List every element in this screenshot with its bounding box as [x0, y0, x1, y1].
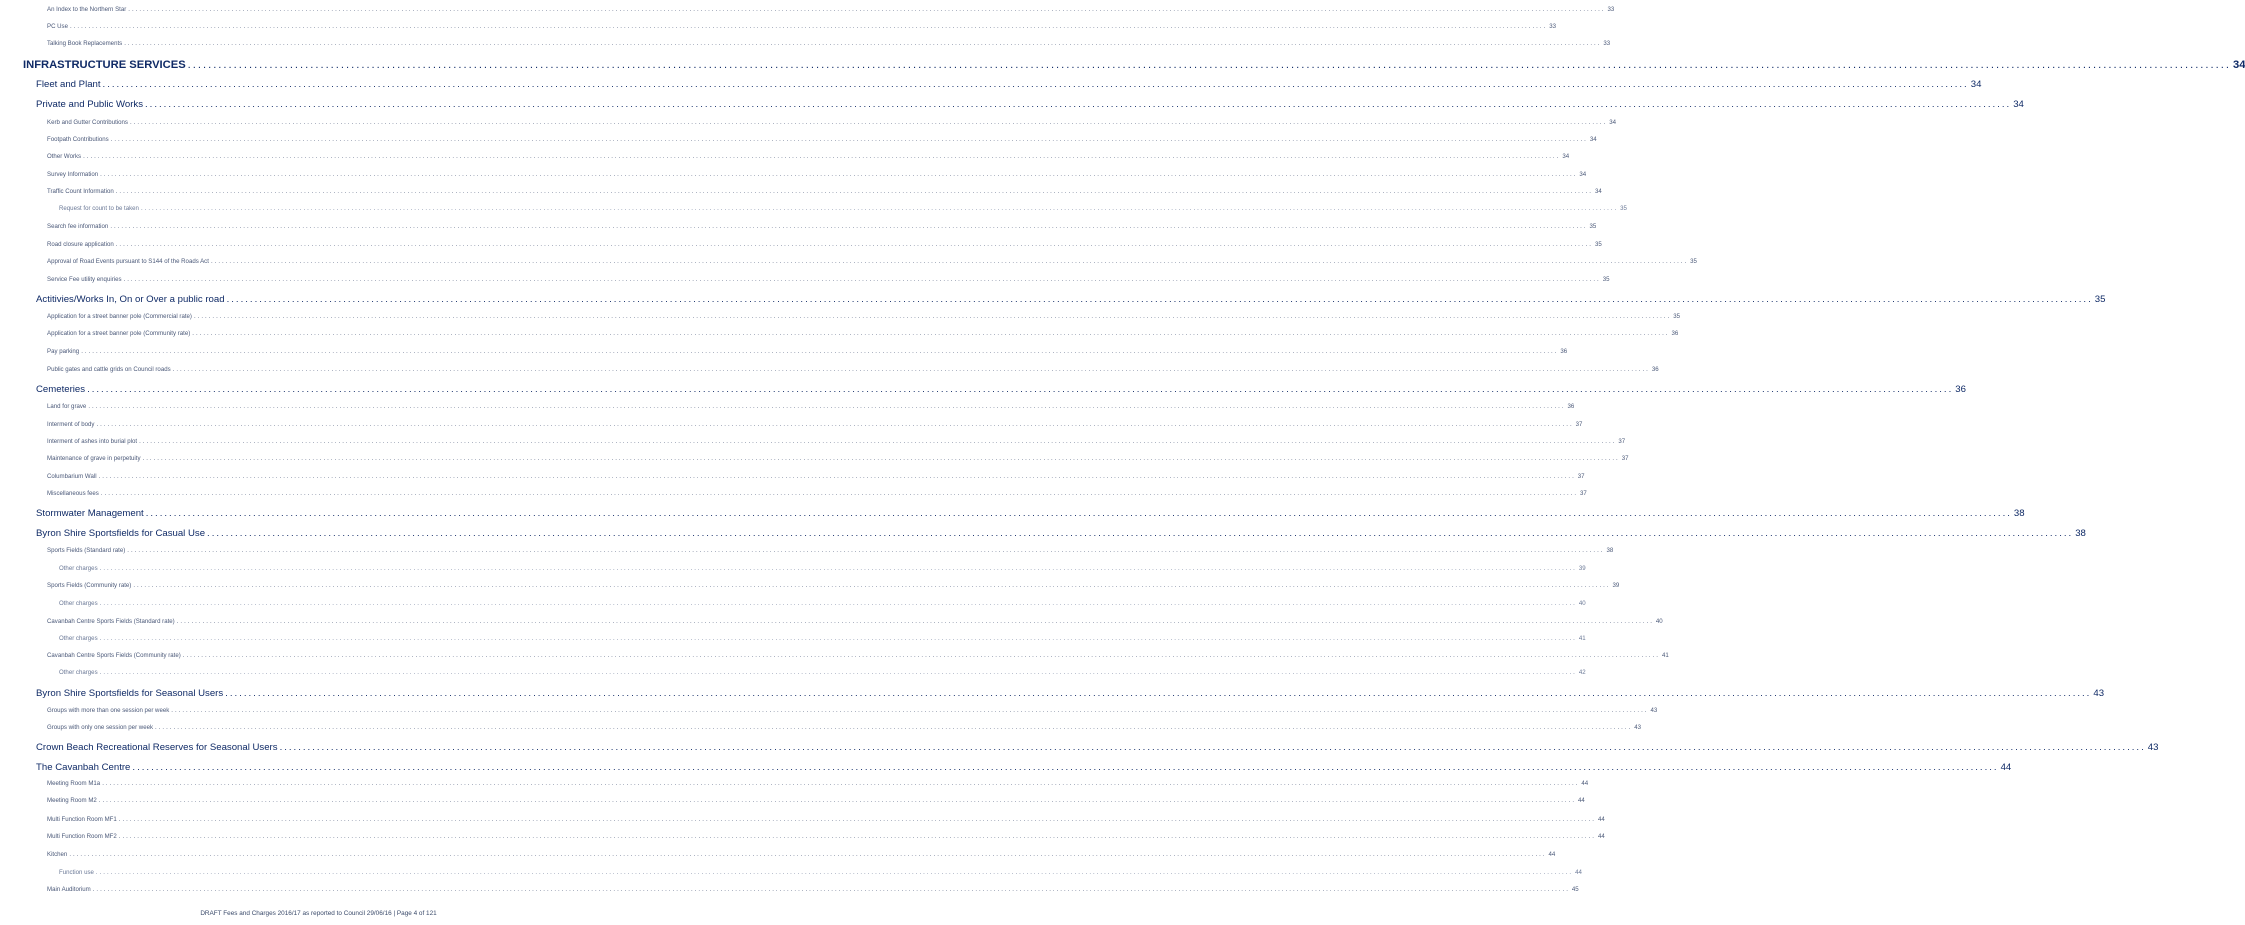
toc-entry-page-number: 36 — [1651, 366, 1659, 373]
toc-entry[interactable] — [47, 171, 1587, 178]
toc-entry-page-number: 36 — [1671, 330, 1679, 337]
dot-leader: ................................................................................................................................................................................................................................................................................................................................................................................................................ — [123, 276, 1601, 283]
toc-entry[interactable] — [47, 724, 1642, 731]
dot-leader: ................................................................................................................................................................................................................................................................................................................................................................................................................ — [115, 188, 1593, 195]
toc-entry-page-number: 37 — [1618, 438, 1626, 445]
toc-entry-page-number: 34 — [1579, 171, 1587, 178]
dot-leader: ................................................................................................................................................................................................................................................................................................................................................................................................................ — [142, 455, 1620, 462]
toc-entry-label: Other charges — [59, 635, 98, 642]
dot-leader: ................................................................................................................................................................................................................................................................................................................................................................................................................ — [140, 205, 1619, 212]
toc-entry-page-number: 44 — [1581, 780, 1589, 787]
toc-entry-page-number: 44 — [1597, 816, 1605, 823]
toc-entry-label: An Index to the Northern Star — [47, 6, 127, 13]
toc-entry-page-number: 38 — [2013, 508, 2025, 519]
dot-leader: ................................................................................................................................................................................................................................................................................................................................................................................................................ — [69, 851, 1547, 858]
dot-leader: ................................................................................................................................................................................................................................................................................................................................................................................................................ — [155, 724, 1633, 731]
dot-leader: ................................................................................................................................................................................................................................................................................................................................................................................................................ — [207, 528, 2074, 539]
dot-leader: ................................................................................................................................................................................................................................................................................................................................................................................................................ — [172, 366, 1650, 373]
toc-entry-page-number: 44 — [2000, 762, 2012, 773]
dot-leader: ................................................................................................................................................................................................................................................................................................................................................................................................................ — [132, 762, 1999, 773]
toc-entry-label: Private and Public Works — [36, 99, 143, 110]
dot-leader: ................................................................................................................................................................................................................................................................................................................................................................................................................ — [176, 618, 1654, 625]
toc-entry-page-number: 37 — [1577, 473, 1585, 480]
toc-entry-page-number: 34 — [2013, 99, 2024, 110]
toc-entry-label: Road closure application — [47, 241, 114, 248]
toc-entry[interactable] — [47, 223, 1597, 230]
toc-entry-page-number: 37 — [1580, 490, 1587, 497]
dot-leader: ................................................................................................................................................................................................................................................................................................................................................................................................................ — [225, 688, 2092, 699]
toc-entry-label: Byron Shire Sportsfields for Casual Use — [36, 528, 206, 539]
toc-entry-page-number: 37 — [1621, 455, 1629, 462]
toc-entry-page-number: 33 — [1603, 40, 1611, 47]
dot-leader: ................................................................................................................................................................................................................................................................................................................................................................................................................ — [133, 582, 1611, 589]
toc-entry-label: Crown Beach Recreational Reserves for Seasonal Users — [36, 742, 278, 753]
toc-entry-label: Request for count to be taken — [59, 205, 139, 212]
toc-entry[interactable] — [47, 780, 1589, 787]
toc-entry-label: Main Auditorium — [47, 886, 91, 893]
toc-entry-label: Actitivies/Works In, On or Over a public road — [36, 294, 225, 305]
toc-entry-page-number: 36 — [1567, 403, 1575, 410]
dot-leader: ................................................................................................................................................................................................................................................................................................................................................................................................................ — [99, 600, 1577, 607]
toc-entry-page-number: 43 — [2093, 688, 2105, 699]
toc-entry[interactable] — [47, 276, 1610, 283]
page-footer: DRAFT Fees and Charges 2016/17 as reported to Council 29/06/16 | Page 4 of 121 — [200, 910, 437, 917]
dot-leader: ................................................................................................................................................................................................................................................................................................................................................................................................................ — [102, 780, 1580, 787]
toc-entry-label: Meeting Room M2 — [47, 797, 97, 804]
toc-entry[interactable] — [47, 421, 1583, 428]
toc-entry-label: Pay parking — [47, 348, 80, 355]
toc-heading[interactable] — [36, 79, 1982, 90]
dot-leader: ................................................................................................................................................................................................................................................................................................................................................................................................................ — [99, 669, 1577, 676]
toc-entry[interactable] — [47, 313, 1680, 320]
toc-heading[interactable] — [36, 99, 2024, 110]
toc-entry[interactable] — [47, 23, 1556, 30]
toc-heading[interactable] — [36, 762, 2012, 773]
dot-leader: ................................................................................................................................................................................................................................................................................................................................................................................................................ — [210, 258, 1689, 265]
toc-entry-label: Search fee information — [47, 223, 109, 230]
toc-entry-label: Talking Book Replacements — [47, 40, 123, 47]
toc-entry[interactable] — [47, 652, 1669, 659]
toc-entry-page-number: 34 — [1589, 136, 1597, 143]
toc-entry-label: Other charges — [59, 600, 98, 607]
dot-leader: ................................................................................................................................................................................................................................................................................................................................................................................................................ — [115, 241, 1593, 248]
toc-entry-page-number: 45 — [1571, 886, 1579, 893]
toc-entry[interactable] — [47, 797, 1585, 804]
toc-entry[interactable] — [47, 473, 1585, 480]
toc-entry-page-number: 35 — [1589, 223, 1597, 230]
toc-entry-label: Kerb and Gutter Contributions — [47, 119, 128, 126]
toc-entry-label: Footpath Contributions — [47, 136, 109, 143]
dot-leader: ................................................................................................................................................................................................................................................................................................................................................................................................................ — [95, 869, 1574, 876]
dot-leader: ................................................................................................................................................................................................................................................................................................................................................................................................................ — [127, 547, 1605, 554]
toc-entry[interactable] — [47, 40, 1611, 47]
dot-leader: ................................................................................................................................................................................................................................................................................................................................................................................................................ — [83, 153, 1561, 160]
toc-entry[interactable] — [59, 205, 1627, 212]
toc-heading[interactable] — [36, 742, 2159, 753]
toc-entry-label: Multi Function Room MF2 — [47, 833, 117, 840]
toc-entry-page-number: 41 — [1578, 635, 1586, 642]
toc-entry-page-number: 35 — [1673, 313, 1680, 320]
toc-heading[interactable] — [23, 59, 2245, 71]
toc-entry-label: Other charges — [59, 565, 98, 572]
dot-leader: ................................................................................................................................................................................................................................................................................................................................................................................................................ — [110, 136, 1588, 143]
toc-entry[interactable] — [59, 635, 1586, 642]
toc-entry[interactable] — [47, 851, 1556, 858]
dot-leader: ................................................................................................................................................................................................................................................................................................................................................................................................................ — [99, 565, 1577, 572]
toc-entry[interactable] — [47, 119, 1616, 126]
toc-entry-page-number: 35 — [1602, 276, 1610, 283]
toc-entry-page-number: 44 — [1597, 833, 1605, 840]
toc-entry-label: Other charges — [59, 669, 98, 676]
toc-entry-label: INFRASTRUCTURE SERVICES — [23, 59, 186, 71]
toc-entry-page-number: 34 — [1970, 79, 1982, 90]
toc-entry-page-number: 34 — [2232, 59, 2245, 71]
dot-leader: ................................................................................................................................................................................................................................................................................................................................................................................................................ — [139, 438, 1617, 445]
toc-entry[interactable] — [59, 669, 1586, 676]
toc-entry-label: Interment of body — [47, 421, 95, 428]
toc-entry-label: Function use — [59, 869, 94, 876]
toc-entry-page-number: 34 — [1594, 188, 1602, 195]
dot-leader: ................................................................................................................................................................................................................................................................................................................................................................................................................ — [100, 171, 1578, 178]
toc-entry-label: Meeting Room M1a — [47, 780, 101, 787]
toc-entry-page-number: 39 — [1578, 565, 1586, 572]
dot-leader: ................................................................................................................................................................................................................................................................................................................................................................................................................ — [182, 652, 1660, 659]
toc-entry-label: Stormwater Management — [36, 508, 144, 519]
dot-leader: ................................................................................................................................................................................................................................................................................................................................................................................................................ — [92, 886, 1570, 893]
dot-leader: ................................................................................................................................................................................................................................................................................................................................................................................................................ — [193, 313, 1672, 320]
toc-entry-label: Approval of Road Events pursuant to S144 of the Roads Act — [47, 258, 209, 265]
dot-leader: ................................................................................................................................................................................................................................................................................................................................................................................................................ — [187, 59, 2231, 71]
dot-leader: ................................................................................................................................................................................................................................................................................................................................................................................................................ — [81, 348, 1559, 355]
toc-entry[interactable] — [59, 565, 1586, 572]
toc-entry[interactable] — [47, 438, 1626, 445]
toc-entry-label: Interment of ashes into burial plot — [47, 438, 138, 445]
dot-leader: ................................................................................................................................................................................................................................................................................................................................................................................................................ — [98, 797, 1577, 804]
toc-entry-page-number: 38 — [1606, 547, 1614, 554]
toc-entry[interactable] — [59, 600, 1586, 607]
toc-entry[interactable] — [47, 6, 1615, 13]
toc-entry[interactable] — [47, 547, 1614, 554]
dot-leader: ................................................................................................................................................................................................................................................................................................................................................................................................................ — [98, 473, 1576, 480]
toc-entry-label: Multi Function Room MF1 — [47, 816, 117, 823]
toc-entry-page-number: 34 — [1562, 153, 1570, 160]
toc-entry-page-number: 40 — [1578, 600, 1586, 607]
toc-entry-page-number: 33 — [1549, 23, 1556, 30]
toc-heading[interactable] — [36, 294, 2106, 305]
toc-entry-label: Land for grave — [47, 403, 87, 410]
dot-leader: ................................................................................................................................................................................................................................................................................................................................................................................................................ — [99, 635, 1577, 642]
dot-leader: ................................................................................................................................................................................................................................................................................................................................................................................................................ — [87, 384, 1954, 395]
toc-entry[interactable] — [47, 258, 1697, 265]
toc-entry-page-number: 35 — [1594, 241, 1602, 248]
toc-entry[interactable] — [47, 403, 1575, 410]
toc-entry-label: PC Use — [47, 23, 68, 30]
toc-entry-label: Fleet and Plant — [36, 79, 101, 90]
toc-entry[interactable] — [47, 366, 1659, 373]
toc-entry-page-number: 42 — [1578, 669, 1586, 676]
dot-leader: ................................................................................................................................................................................................................................................................................................................................................................................................................ — [110, 223, 1588, 230]
toc-entry-page-number: 43 — [1650, 707, 1658, 714]
toc-heading[interactable] — [36, 688, 2105, 699]
dot-leader: ................................................................................................................................................................................................................................................................................................................................................................................................................ — [70, 23, 1548, 30]
toc-entry-label: Survey Information — [47, 171, 99, 178]
toc-entry[interactable] — [47, 582, 1620, 589]
toc-entry-page-number: 35 — [1620, 205, 1627, 212]
toc-entry[interactable] — [47, 348, 1568, 355]
toc-entry[interactable] — [47, 833, 1605, 840]
dot-leader: ................................................................................................................................................................................................................................................................................................................................................................................................................ — [118, 833, 1596, 840]
toc-entry-label: Columbarium Wall — [47, 473, 97, 480]
toc-entry-page-number: 36 — [1560, 348, 1568, 355]
toc-heading[interactable] — [36, 528, 2086, 539]
toc-heading[interactable] — [36, 508, 2025, 519]
dot-leader: ................................................................................................................................................................................................................................................................................................................................................................................................................ — [129, 119, 1608, 126]
toc-entry-label: Cavanbah Centre Sports Fields (Standard rate) — [47, 618, 175, 625]
toc-entry-label: Byron Shire Sportsfields for Seasonal Users — [36, 688, 224, 699]
dot-leader: ................................................................................................................................................................................................................................................................................................................................................................................................................ — [279, 742, 2146, 753]
toc-entry-page-number: 44 — [1578, 797, 1585, 804]
toc-entry[interactable] — [47, 816, 1605, 823]
toc-entry-label: Public gates and cattle grids on Council roads — [47, 366, 171, 373]
toc-entry[interactable] — [47, 490, 1587, 497]
toc-entry-page-number: 35 — [1690, 258, 1697, 265]
toc-entry-label: Application for a street banner pole (Commercial rate) — [47, 313, 192, 320]
toc-entry-page-number: 36 — [1955, 384, 1966, 395]
toc-entry[interactable] — [47, 618, 1663, 625]
toc-entry-page-number: 44 — [1575, 869, 1582, 876]
toc-entry-page-number: 34 — [1609, 119, 1616, 126]
toc-entry-page-number: 43 — [2147, 742, 2159, 753]
dot-leader: ................................................................................................................................................................................................................................................................................................................................................................................................................ — [88, 403, 1566, 410]
dot-leader: ................................................................................................................................................................................................................................................................................................................................................................................................................ — [192, 330, 1670, 337]
toc-entry-label: Miscellaneous fees — [47, 490, 99, 497]
toc-entry-label: Cemeteries — [36, 384, 86, 395]
toc-entry[interactable] — [47, 455, 1629, 462]
dot-leader: ................................................................................................................................................................................................................................................................................................................................................................................................................ — [128, 6, 1606, 13]
toc-entry-page-number: 41 — [1662, 652, 1669, 659]
toc-entry-page-number: 43 — [1634, 724, 1642, 731]
dot-leader: ................................................................................................................................................................................................................................................................................................................................................................................................................ — [145, 99, 2012, 110]
toc-entry[interactable] — [47, 188, 1602, 195]
toc-entry-page-number: 38 — [2075, 528, 2086, 539]
dot-leader: ................................................................................................................................................................................................................................................................................................................................................................................................................ — [100, 490, 1579, 497]
toc-entry-page-number: 44 — [1548, 851, 1556, 858]
toc-entry-label: Application for a street banner pole (Community rate) — [47, 330, 191, 337]
dot-leader: ................................................................................................................................................................................................................................................................................................................................................................................................................ — [124, 40, 1602, 47]
toc-heading[interactable] — [36, 384, 1966, 395]
toc-entry-page-number: 37 — [1575, 421, 1583, 428]
toc-entry[interactable] — [47, 707, 1658, 714]
toc-entry-label: Groups with more than one session per week — [47, 707, 170, 714]
toc-entry[interactable] — [47, 136, 1597, 143]
dot-leader: ................................................................................................................................................................................................................................................................................................................................................................................................................ — [96, 421, 1574, 428]
toc-entry-page-number: 35 — [2094, 294, 2106, 305]
dot-leader: ................................................................................................................................................................................................................................................................................................................................................................................................................ — [102, 79, 1969, 90]
toc-entry-label: Sports Fields (Community rate) — [47, 582, 132, 589]
toc-entry-label: Service Fee utility enquiries — [47, 276, 122, 283]
toc-entry[interactable] — [47, 241, 1602, 248]
toc-entry-page-number: 33 — [1607, 6, 1615, 13]
toc-entry[interactable] — [47, 886, 1579, 893]
toc-entry-label: Cavanbah Centre Sports Fields (Community rate) — [47, 652, 181, 659]
toc-entry-page-number: 40 — [1655, 618, 1663, 625]
toc-entry-label: Maintenance of grave in perpetuity — [47, 455, 141, 462]
dot-leader: ................................................................................................................................................................................................................................................................................................................................................................................................................ — [171, 707, 1649, 714]
toc-entry[interactable] — [47, 330, 1679, 337]
toc-entry-label: Other Works — [47, 153, 82, 160]
toc-entry[interactable] — [47, 153, 1570, 160]
dot-leader: ................................................................................................................................................................................................................................................................................................................................................................................................................ — [145, 508, 2012, 519]
toc-entry-label: The Cavanbah Centre — [36, 762, 131, 773]
dot-leader: ................................................................................................................................................................................................................................................................................................................................................................................................................ — [226, 294, 2093, 305]
toc-entry[interactable] — [59, 869, 1582, 876]
toc-entry-label: Kitchen — [47, 851, 68, 858]
dot-leader: ................................................................................................................................................................................................................................................................................................................................................................................................................ — [118, 816, 1596, 823]
toc-entry-label: Traffic Count Information — [47, 188, 114, 195]
toc-entry-page-number: 39 — [1612, 582, 1620, 589]
toc-entry-label: Groups with only one session per week — [47, 724, 154, 731]
toc-entry-label: Sports Fields (Standard rate) — [47, 547, 126, 554]
